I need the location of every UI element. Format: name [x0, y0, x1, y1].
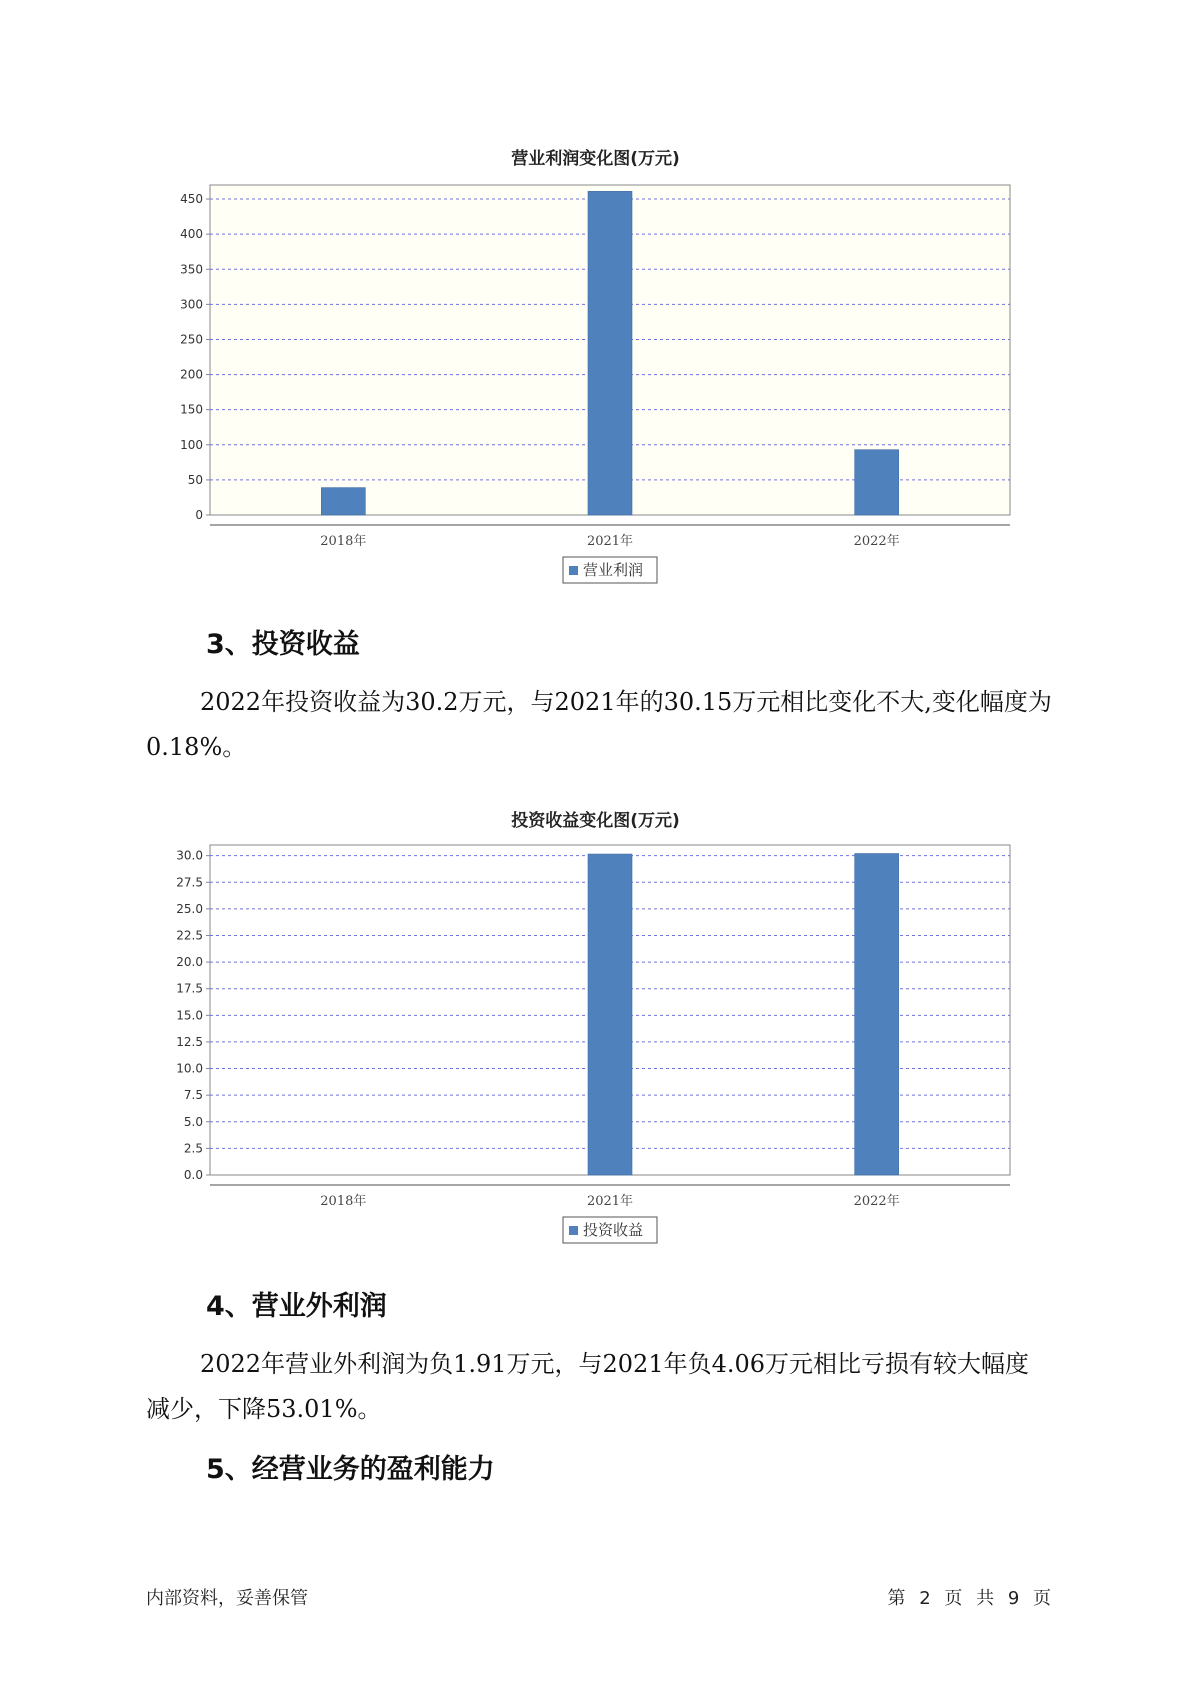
- x-tick-label: 2021年: [586, 1194, 634, 1209]
- bar-2021年: [588, 854, 632, 1175]
- section-3-paragraph: [146, 680, 1052, 770]
- operating-profit-chart: [150, 180, 1050, 590]
- footer-page-number: 第 2 页 共 9 页: [887, 1588, 1051, 1609]
- y-tick-label: 27.5: [176, 875, 203, 890]
- section-3-text: 2022年投资收益为30.2万元，与2021年的30.15万元相比变化不大,变化幅度为0.18%。: [146, 688, 1052, 761]
- bar-2022年: [855, 854, 899, 1175]
- y-tick-label: 200: [180, 367, 203, 382]
- y-tick-label: 15.0: [176, 1008, 203, 1023]
- x-tick-label: 2022年: [853, 1194, 900, 1209]
- y-tick-label: 450: [180, 192, 203, 207]
- y-tick-label: 7.5: [183, 1088, 203, 1103]
- footer-confidential-note: 内部资料，妥善保管: [146, 1588, 308, 1609]
- y-tick-label: 30.0: [176, 848, 203, 863]
- y-tick-label: 5.0: [183, 1114, 203, 1129]
- y-tick-label: 300: [180, 297, 203, 312]
- y-tick-label: 22.5: [176, 928, 203, 943]
- section-5-heading: 5、经营业务的盈利能力: [206, 1454, 495, 1485]
- investment-income-chart: [150, 840, 1050, 1250]
- x-tick-label: 2018年: [320, 534, 367, 549]
- chart-title-investment-income: 投资收益变化图(万元): [511, 811, 680, 831]
- bar-2022年: [855, 450, 899, 515]
- x-tick-label: 2021年: [586, 534, 634, 549]
- y-tick-label: 25.0: [176, 901, 203, 916]
- y-tick-label: 20.0: [176, 955, 203, 970]
- section-4-text: 2022年营业外利润为负1.91万元，与2021年负4.06万元相比亏损有较大幅度减少，下降53.01%。: [146, 1350, 1030, 1423]
- x-tick-label: 2018年: [320, 1194, 367, 1209]
- y-tick-label: 250: [180, 332, 203, 347]
- y-tick-label: 12.5: [176, 1034, 203, 1049]
- legend-swatch: [569, 566, 578, 575]
- bar-2021年: [588, 191, 632, 515]
- y-tick-label: 17.5: [176, 981, 203, 996]
- bar-2018年: [321, 488, 365, 515]
- legend-swatch: [569, 1226, 578, 1235]
- legend-label: 营业利润: [583, 561, 644, 579]
- y-tick-label: 100: [180, 437, 203, 452]
- y-tick-label: 0.0: [183, 1168, 203, 1182]
- y-tick-label: 10.0: [176, 1061, 203, 1076]
- y-tick-label: 2.5: [183, 1141, 203, 1156]
- chart-title-operating-profit: 营业利润变化图(万元): [511, 149, 680, 169]
- section-4-heading: 4、营业外利润: [206, 1291, 387, 1322]
- y-tick-label: 150: [180, 402, 203, 417]
- y-tick-label: 400: [180, 227, 203, 242]
- y-tick-label: 0: [195, 508, 203, 522]
- y-tick-label: 50: [187, 472, 203, 487]
- section-3-heading: 3、投资收益: [206, 629, 360, 660]
- x-tick-label: 2022年: [853, 534, 900, 549]
- legend-label: 投资收益: [583, 1221, 644, 1239]
- section-4-paragraph: [146, 1342, 1052, 1432]
- y-tick-label: 350: [180, 262, 203, 277]
